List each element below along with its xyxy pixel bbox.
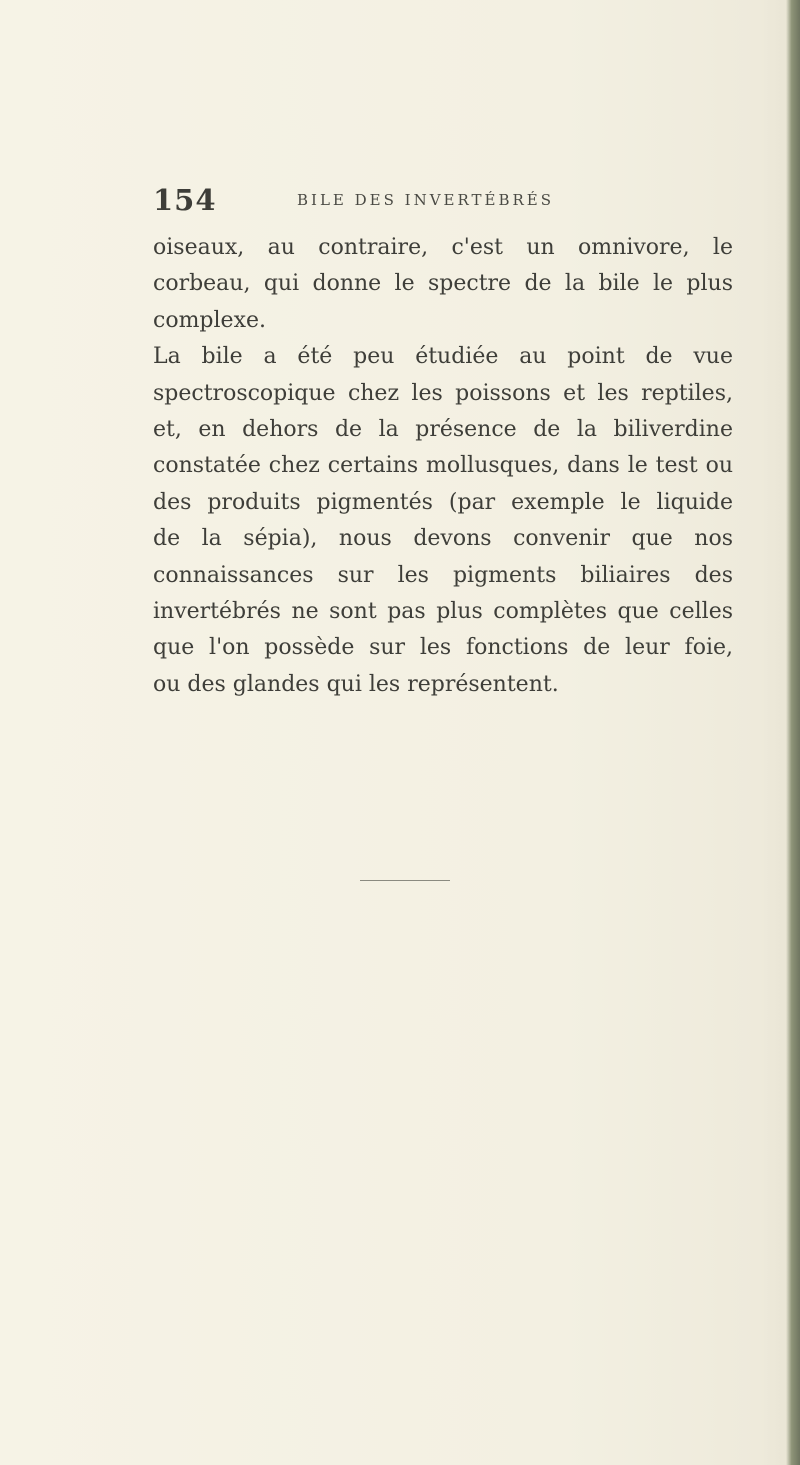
text-line: des produits pigmentés (par exemple le liquide	[153, 489, 733, 515]
text-line: constatée chez certains mollusques, dans le test ou	[153, 453, 733, 479]
text-line: oiseaux, au contraire, c'est un omnivore, le	[153, 235, 733, 260]
page-edge-shadow	[786, 0, 800, 1465]
text-line: ou des glandes qui les représentent.	[153, 671, 559, 697]
text-line: invertébrés ne sont pas plus complètes que celles	[153, 598, 733, 624]
body-text	[153, 230, 733, 703]
page-number: 154	[153, 183, 217, 217]
text-line: complexe.	[153, 307, 266, 333]
text-line: corbeau, qui donne le spectre de la bile le plus	[153, 271, 733, 297]
text-line: que l'on possède sur les fonctions de leur foie,	[153, 635, 733, 661]
section-end-rule	[360, 880, 450, 881]
text-line: La bile a été peu étudiée au point de vue	[153, 344, 733, 370]
text-line: spectroscopique chez les poissons et les reptiles,	[153, 380, 733, 406]
text-line: et, en dehors de la présence de la biliverdine	[153, 416, 733, 442]
text-line: connaissances sur les pigments biliaires des	[153, 562, 733, 588]
text-line: de la sépia), nous devons convenir que nos	[153, 526, 733, 552]
running-title: BILE DES INVERTÉBRÉS	[297, 191, 555, 209]
page-header	[153, 183, 753, 223]
